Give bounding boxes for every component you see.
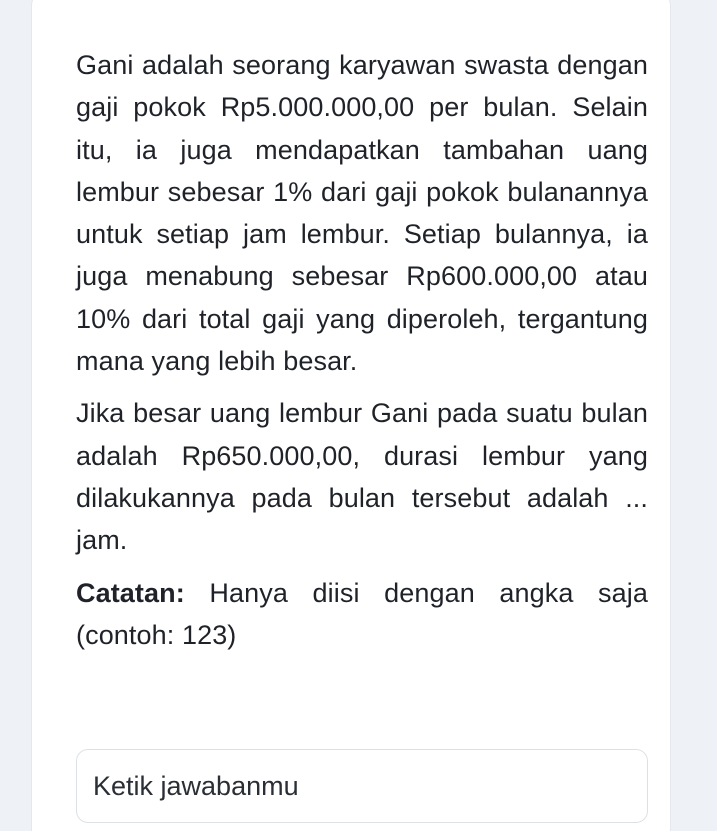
question-prompt: Jika besar uang lembur Gani pada suatu bulan adalah Rp650.000,00, durasi lembur yang dilakukannya pada bulan tersebut adalah ... jam. [76,398,648,556]
answer-input[interactable] [76,749,648,823]
question-paragraph: Gani adalah seorang karyawan swasta dengan gaji pokok Rp5.000.000,00 per bulan. Selain itu, ia juga mendapatkan tambahan uang lembur sebesar 1% dari gaji pokok bulanannya untuk setiap jam lembur. Setiap bulannya, ia juga menabung sebesar Rp600.000,00 atau 10% dari total gaji yang diperoleh, tergantung mana yang lebih besar. [76,50,648,377]
answer-note [76,572,648,657]
question-content [76,44,648,656]
note-text: Hanya diisi dengan angka saja (contoh: 123) [76,577,648,650]
note-label: Catatan: [76,577,185,608]
